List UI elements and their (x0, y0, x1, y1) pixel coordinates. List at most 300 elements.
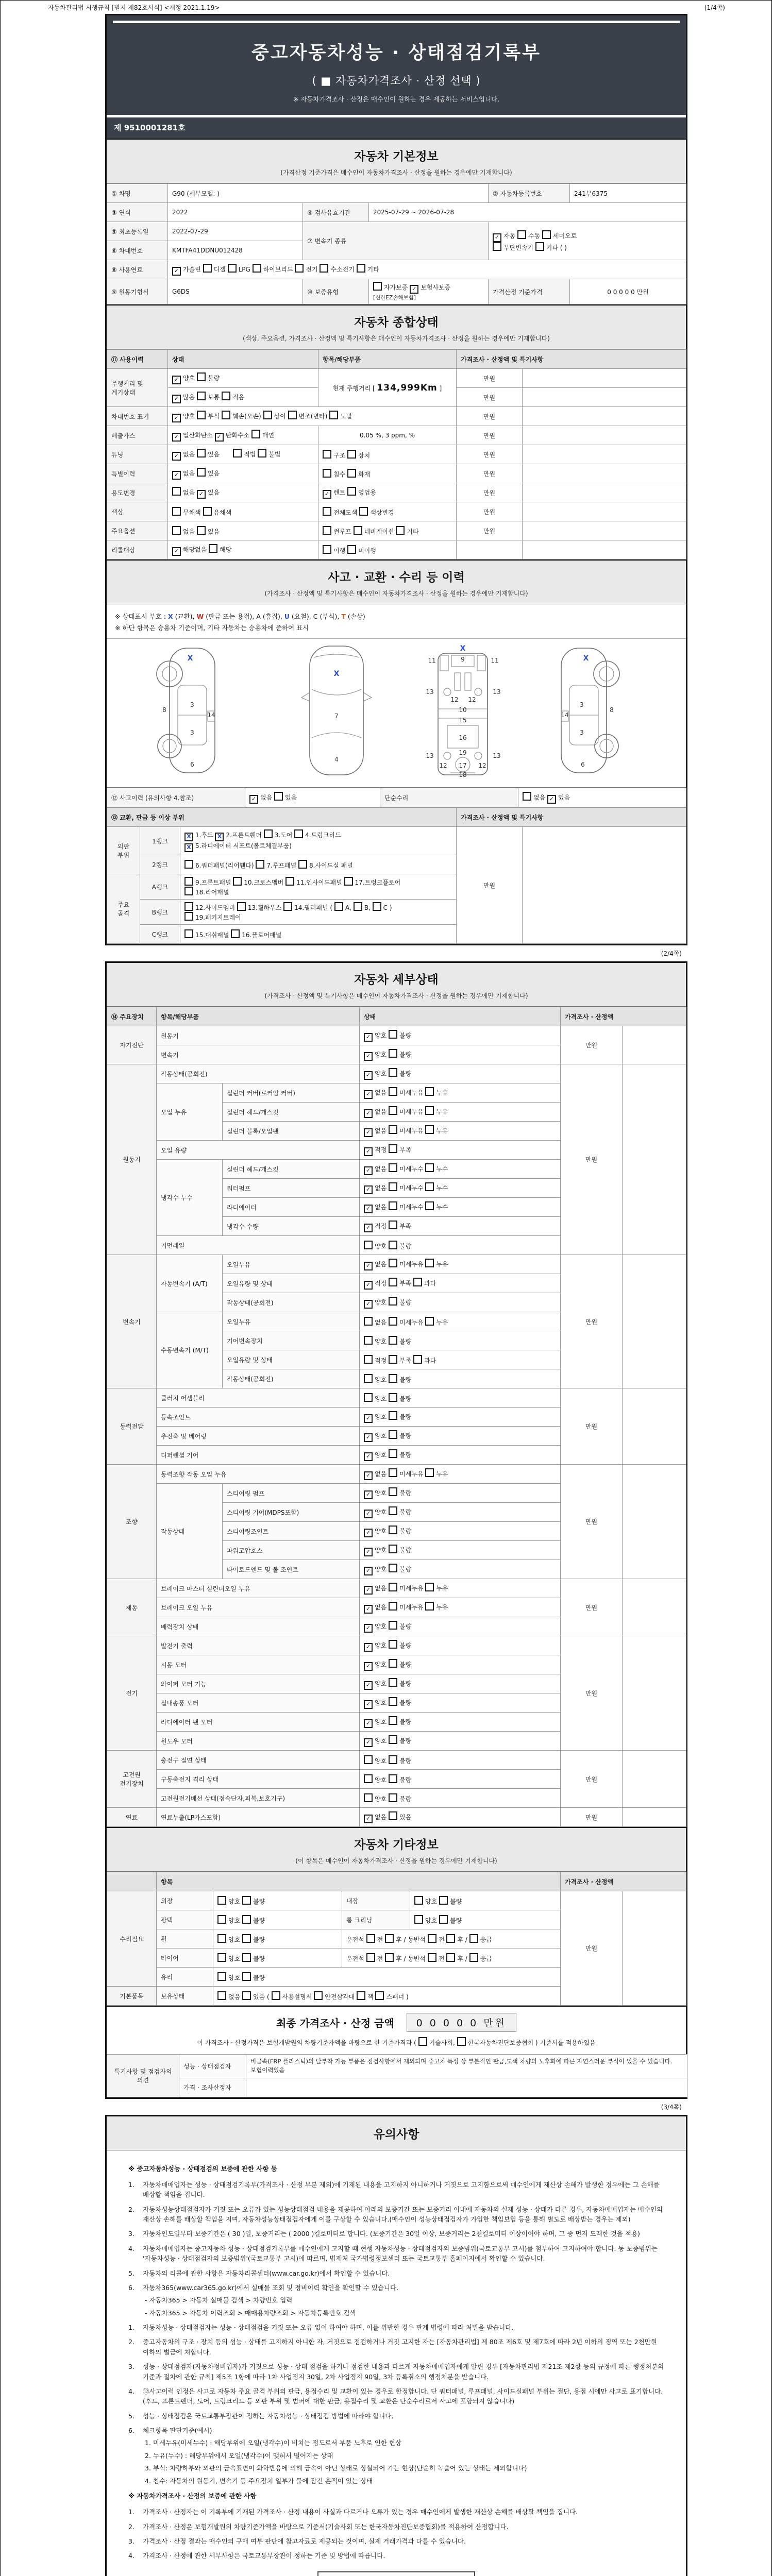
checkbox-empty[interactable] (184, 877, 193, 886)
checkbox-checked[interactable] (364, 1128, 373, 1137)
checkbox-empty[interactable] (366, 1934, 375, 1943)
checkbox-empty[interactable] (197, 468, 206, 477)
checkbox-empty[interactable] (385, 1934, 394, 1943)
checkbox-empty[interactable] (294, 829, 303, 838)
checkbox-empty[interactable] (251, 430, 260, 438)
checkbox-empty[interactable] (197, 372, 206, 381)
form-cell: 워터펌프 (223, 1179, 360, 1198)
form-cell: 양호 불량 (360, 1369, 561, 1388)
checkbox-empty[interactable] (364, 1241, 373, 1249)
section-basic-info (107, 139, 686, 183)
checkbox-checked[interactable] (364, 1738, 373, 1747)
checkbox-checked[interactable] (364, 1643, 373, 1652)
checkbox-empty[interactable] (354, 902, 362, 911)
checkbox-checked[interactable] (172, 414, 181, 422)
checkbox-empty[interactable] (389, 1564, 397, 1572)
checkbox-empty[interactable] (389, 1506, 397, 1515)
checkbox-empty[interactable] (357, 1991, 365, 2000)
checkbox-empty[interactable] (542, 230, 551, 239)
notice-item (128, 2180, 664, 2200)
checkbox-empty[interactable] (425, 1106, 434, 1115)
checkbox-empty[interactable] (217, 1953, 226, 1962)
checkbox-empty[interactable] (418, 2037, 427, 2046)
form-cell: 2022 (168, 203, 303, 222)
checkbox-empty[interactable] (354, 526, 362, 535)
checkbox-empty[interactable] (389, 1374, 397, 1383)
notice-item (128, 2551, 664, 2561)
checkbox-checked[interactable] (249, 795, 258, 804)
checkbox-empty[interactable] (184, 902, 193, 911)
notice-sub-item: - 자동차365 > 자동차 실매물 검색 > 차량번호 입력 (145, 2296, 293, 2304)
checkbox-empty[interactable] (217, 1991, 226, 2000)
checkbox-empty[interactable] (253, 264, 261, 273)
checkbox-empty[interactable] (389, 1355, 397, 1364)
checkbox-empty[interactable] (274, 792, 283, 801)
checkbox-checked[interactable] (364, 1205, 373, 1213)
checkbox-empty[interactable] (231, 929, 240, 938)
checkbox-checked[interactable] (364, 1490, 373, 1499)
checkbox-empty[interactable] (288, 411, 297, 419)
checkbox-checked[interactable] (364, 1452, 373, 1461)
form-cell: 만원 (561, 1064, 623, 1255)
checkbox-checked[interactable] (364, 1681, 373, 1690)
checkbox-empty[interactable] (389, 1297, 397, 1306)
notice-title: 유의사항 (373, 2127, 419, 2141)
checkbox-empty[interactable] (203, 264, 212, 273)
checkbox-checked[interactable] (364, 1433, 373, 1442)
form-cell: ✓ 없음 미세누유 누유 (360, 1255, 561, 1274)
checkbox-empty[interactable] (242, 1953, 251, 1962)
checkbox-checked[interactable] (364, 1471, 373, 1480)
form-cell: ⑤ 최초등록일 (107, 222, 168, 241)
checkbox-empty[interactable] (172, 526, 181, 535)
checkbox-empty[interactable] (389, 1106, 397, 1115)
checkbox-empty[interactable] (285, 877, 294, 886)
checkbox-empty[interactable] (347, 469, 356, 478)
checkbox-empty[interactable] (457, 2037, 466, 2046)
checkbox-empty[interactable] (389, 1811, 397, 1820)
checkbox-empty[interactable] (469, 1953, 478, 1962)
form-cell: X1.후드 X2.프론트휀더 3.도어 4.트렁크리드 X5.라디에이터 서포트(볼트체결부품) (180, 827, 457, 855)
checkbox-empty[interactable] (184, 860, 193, 869)
checkbox-empty[interactable] (425, 1602, 434, 1611)
checkbox-empty[interactable] (385, 1953, 394, 1962)
panel-number: 8 (610, 706, 614, 714)
checkbox-checked[interactable] (364, 1529, 373, 1537)
form-cell: 썬루프 네비게이션 기타 (318, 521, 457, 540)
checkbox-checked[interactable] (364, 1414, 373, 1423)
form-cell: 오일유량 및 상태 (223, 1274, 360, 1293)
form-cell: 전기 (107, 1636, 157, 1751)
checkbox-empty[interactable] (364, 1336, 373, 1345)
checkbox-empty[interactable] (439, 1915, 448, 1924)
checkbox-empty[interactable] (425, 1087, 434, 1096)
checkbox-empty[interactable] (256, 860, 264, 869)
checkbox-checked[interactable] (364, 1033, 373, 1042)
checkbox-empty[interactable] (217, 1972, 226, 1981)
checkbox-empty[interactable] (217, 1934, 226, 1943)
checkbox-empty[interactable] (364, 1393, 373, 1402)
checkbox-checked[interactable] (197, 490, 206, 499)
legend-part: A (256, 613, 261, 620)
checkbox-empty[interactable] (389, 1716, 397, 1725)
checkbox-empty[interactable] (389, 1430, 397, 1439)
form-cell: 항목/해당부품 (318, 350, 457, 369)
form-cell: 와이퍼 모터 기능 (157, 1674, 360, 1693)
notice-item (128, 2386, 664, 2406)
checkbox-empty[interactable] (389, 1526, 397, 1534)
checkbox-empty[interactable] (389, 1163, 397, 1172)
form-cell (523, 369, 686, 388)
checkbox-empty[interactable] (209, 544, 217, 553)
form-cell: 가격조사 · 산정액 및 특기사항 (457, 808, 686, 827)
checkbox-empty[interactable] (389, 1602, 397, 1611)
checkbox-empty[interactable] (233, 449, 242, 457)
checkbox-empty[interactable] (389, 1278, 397, 1286)
checkbox-checked[interactable] (364, 1224, 373, 1232)
checkbox-empty[interactable] (366, 1953, 375, 1962)
form-cell: 오일누유 (223, 1312, 360, 1331)
checkbox-checked[interactable] (215, 433, 224, 442)
form-cell: ✓ 양호 불량 (360, 1446, 561, 1465)
checkbox-checked[interactable] (172, 452, 181, 461)
checkbox-checked[interactable] (364, 1262, 373, 1270)
panel-number: 13 (493, 752, 501, 759)
checkbox-empty[interactable] (425, 1468, 434, 1477)
checkbox-empty[interactable] (320, 264, 328, 273)
form-cell: KMTFA41DDNU012428 (168, 241, 303, 260)
checkbox-empty[interactable] (389, 1678, 397, 1687)
notice-item-text: 자동차의 리콜에 관한 사항은 자동차리콜센터(www.car.go.kr)에서 확인할 수 있습니다. (143, 2269, 390, 2277)
checkbox-empty[interactable] (357, 264, 365, 273)
checkbox-empty[interactable] (373, 282, 382, 291)
checkbox-empty[interactable] (389, 1468, 397, 1477)
checkbox-checked[interactable] (172, 471, 181, 480)
form-cell (523, 827, 686, 944)
checkbox-empty[interactable] (258, 449, 266, 457)
panel-number: 9 (461, 656, 465, 663)
checkbox-empty[interactable] (523, 792, 531, 801)
checkbox-empty[interactable] (389, 1487, 397, 1496)
checkbox-empty[interactable] (469, 1934, 478, 1943)
checkbox-checked[interactable] (364, 1586, 373, 1595)
form-cell: ✓ 일산화탄소 ✓탄화수소 매연 (168, 426, 318, 445)
checkbox-empty[interactable] (517, 230, 526, 239)
form-cell: ✓자동 수동 세미오토 무단변속기 기타 ( ) (489, 222, 686, 260)
exchange-panel-table (107, 807, 686, 944)
checkbox-empty[interactable] (389, 1697, 397, 1706)
checkbox-empty[interactable] (414, 1915, 423, 1924)
accident-note2: ※ 하단 항목은 승용차 기준이며, 기타 자동차는 승용차에 준하여 표시 (115, 624, 309, 632)
checkbox-empty[interactable] (242, 1991, 251, 2000)
checkbox-checked[interactable] (172, 267, 181, 276)
checkbox-empty[interactable] (375, 1991, 384, 2000)
notice-item-text: 성능 · 상태점검자(자동차정비업자)가 거짓으로 성능 · 상태 점검을 하거나 점검한 내용과 다르게 자동차매매업자에게 알린 경우 [자동차관리법 제21조 제2항 등의 규정에 따른 행정처분의 기준과 절차에 관한 규칙] 제5조 1항에 따라 1차 사업정지 30일, 2차 사업정지 90일, 3차 등록취소의 행정처분을 받습니다. (143, 2363, 664, 2381)
checkbox-empty[interactable] (197, 392, 206, 400)
checkbox-empty[interactable] (283, 902, 292, 911)
form-cell: 실린더 블록/오일팬 (223, 1122, 360, 1141)
form-cell: 라디에이터 (223, 1198, 360, 1217)
checkbox-empty[interactable] (242, 1972, 251, 1981)
form-cell: 만원 (457, 521, 523, 540)
price-info-box (128, 2571, 664, 2576)
checkbox-checked[interactable] (323, 490, 331, 499)
checkbox-empty[interactable] (172, 507, 181, 516)
notice-list-3 (128, 2507, 664, 2561)
checkbox-empty[interactable] (439, 1896, 448, 1905)
form-cell: ✓ 없음 미세누유 누유 (360, 1579, 561, 1598)
form-cell: 적정 부족 과다 (360, 1350, 561, 1369)
checkbox-empty[interactable] (314, 1991, 323, 2000)
checkbox-checked[interactable] (364, 1090, 373, 1099)
checkbox-checked[interactable] (172, 395, 181, 403)
checkbox-empty[interactable] (364, 1355, 373, 1364)
checkbox-empty[interactable] (203, 507, 212, 516)
section-overall-title: 자동차 종합상태 (354, 316, 439, 329)
form-cell (623, 1891, 686, 2006)
checkbox-empty[interactable] (389, 1621, 397, 1630)
checkbox-checked[interactable] (364, 1662, 373, 1671)
checkbox-empty[interactable] (364, 1317, 373, 1326)
form-cell: 리콜대상 (107, 540, 168, 560)
checkbox-empty[interactable] (184, 912, 193, 921)
checkbox-empty[interactable] (493, 242, 501, 251)
checkbox-empty[interactable] (389, 1793, 397, 1802)
section-etc-title: 자동차 기타정보 (354, 1838, 439, 1852)
checkbox-empty[interactable] (264, 829, 273, 838)
form-cell: ✓ 적정 부족 (360, 1217, 561, 1236)
checkbox-empty[interactable] (323, 469, 331, 478)
checkbox-empty[interactable] (413, 1278, 422, 1286)
checkbox-checked[interactable] (364, 1605, 373, 1614)
checkbox-empty[interactable] (237, 902, 246, 911)
form-cell: 자동변속기 (A/T) (157, 1255, 223, 1312)
checkbox-empty[interactable] (389, 1659, 397, 1668)
checkbox-empty[interactable] (347, 545, 356, 554)
notice-item (128, 2507, 664, 2517)
checkbox-empty[interactable] (263, 411, 272, 419)
checkbox-empty[interactable] (344, 877, 353, 886)
checkbox-empty[interactable] (389, 1125, 397, 1134)
checkbox-empty[interactable] (295, 264, 304, 273)
checkbox-empty[interactable] (428, 1953, 436, 1962)
checkbox-checked[interactable] (364, 1109, 373, 1118)
checkbox-checked[interactable] (364, 1719, 373, 1728)
form-cell: 양호 불량 (410, 1910, 561, 1929)
checkbox-empty[interactable] (389, 1545, 397, 1553)
checkbox-empty[interactable] (197, 449, 206, 457)
checkbox-checked[interactable] (410, 285, 418, 294)
form-cell: ✓ 양호 불량 (360, 1541, 561, 1560)
checkbox-empty[interactable] (197, 411, 206, 419)
checkbox-checked[interactable] (172, 433, 181, 442)
checkbox-empty[interactable] (323, 545, 331, 554)
checkbox-checked[interactable] (172, 376, 181, 384)
panel-number: 6 (581, 761, 585, 768)
checkbox-empty[interactable] (228, 264, 237, 273)
checkbox-empty[interactable] (425, 1317, 434, 1326)
form-cell: ✓ 양호 불량 (360, 1655, 561, 1674)
checkbox-checked[interactable] (364, 1624, 373, 1633)
form-cell: ① 차명 (107, 184, 168, 203)
checkbox-x-marked[interactable] (215, 833, 224, 841)
checkbox-empty[interactable] (446, 1934, 455, 1943)
checkbox-checked[interactable] (172, 547, 181, 556)
panel-number: 17 (459, 762, 467, 769)
form-cell: 만원 (561, 1808, 623, 1827)
form-cell: ⑥ 차대번호 (107, 241, 168, 260)
checkbox-empty[interactable] (389, 1755, 397, 1764)
checkbox-empty[interactable] (347, 487, 356, 496)
checkbox-checked[interactable] (364, 1052, 373, 1061)
checkbox-empty[interactable] (428, 1934, 436, 1943)
checkbox-empty[interactable] (389, 1449, 397, 1458)
checkbox-empty[interactable] (425, 1583, 434, 1591)
checkbox-empty[interactable] (389, 1087, 397, 1096)
document-number: 제 9510001281호 (107, 115, 686, 139)
checkbox-empty[interactable] (425, 1163, 434, 1172)
checkbox-empty[interactable] (389, 1241, 397, 1249)
checkbox-checked[interactable] (364, 1815, 373, 1823)
checkbox-empty[interactable] (389, 1259, 397, 1267)
checkbox-empty[interactable] (364, 1793, 373, 1802)
checkbox-empty[interactable] (364, 1774, 373, 1783)
checkbox-empty[interactable] (389, 1201, 397, 1210)
checkbox-empty[interactable] (242, 1896, 251, 1905)
checkbox-empty[interactable] (364, 1374, 373, 1383)
checkbox-empty[interactable] (222, 392, 230, 400)
form-cell: 광택 (157, 1910, 213, 1929)
checkbox-empty[interactable] (329, 411, 338, 419)
checkbox-empty[interactable] (217, 1896, 226, 1905)
checkbox-empty[interactable] (184, 887, 193, 895)
notice-item-number: 3. (128, 2230, 135, 2238)
checkbox-empty[interactable] (389, 1030, 397, 1039)
checkbox-empty[interactable] (413, 1355, 422, 1364)
checkbox-empty[interactable] (359, 507, 368, 516)
checkbox-empty[interactable] (242, 1934, 251, 1943)
checkbox-empty[interactable] (347, 450, 356, 459)
form-cell: ✓ 양호 불량 (360, 1293, 561, 1312)
form-cell: 실린더 커버(로커암 커버) (223, 1083, 360, 1103)
checkbox-empty[interactable] (222, 411, 230, 419)
checkbox-empty[interactable] (334, 902, 343, 911)
checkbox-checked[interactable] (364, 1185, 373, 1194)
checkbox-empty[interactable] (389, 1221, 397, 1229)
form-cell: ② 자동차등록번호 (489, 184, 570, 203)
checkbox-empty[interactable] (389, 1411, 397, 1420)
legend-part: W (196, 613, 204, 620)
form-cell: 가격 · 조사산정자 (179, 2078, 246, 2097)
form-cell: 만원 (561, 1891, 623, 2006)
checkbox-checked[interactable] (364, 1510, 373, 1518)
checkbox-empty[interactable] (197, 526, 206, 535)
checkbox-empty[interactable] (389, 1393, 397, 1402)
checkbox-empty[interactable] (389, 1583, 397, 1591)
form-cell: 구조 장치 (318, 445, 457, 464)
checkbox-empty[interactable] (425, 1259, 434, 1267)
checkbox-empty[interactable] (373, 902, 381, 911)
notice-item-number: 3. (128, 2363, 135, 2371)
checkbox-empty[interactable] (323, 507, 331, 516)
panel-number: 13 (426, 688, 434, 696)
checkbox-empty[interactable] (323, 450, 331, 459)
form-cell: 양호 불량 (360, 1770, 561, 1789)
form-cell: 오일유량 및 상태 (223, 1350, 360, 1369)
form-cell: 가격산정 기준가격 (489, 279, 570, 304)
form-cell: 오일누유 (223, 1255, 360, 1274)
checkbox-empty[interactable] (272, 1991, 280, 2000)
checkbox-empty[interactable] (446, 1953, 455, 1962)
checkbox-empty[interactable] (389, 1068, 397, 1077)
checkbox-empty[interactable] (389, 1640, 397, 1649)
form-cell: ⑦ 변속기 종류 (303, 222, 489, 260)
checkbox-empty[interactable] (389, 1735, 397, 1744)
form-cell: 내장 (342, 1891, 410, 1910)
notice-item (128, 2205, 664, 2225)
form-cell: ✓ 없음 미세누수 누수 (360, 1160, 561, 1179)
checkbox-empty[interactable] (389, 1774, 397, 1783)
checkbox-empty[interactable] (425, 1201, 434, 1210)
form-cell: 주요 골격 (107, 874, 140, 944)
checkbox-empty[interactable] (184, 929, 193, 938)
checkbox-checked[interactable] (493, 233, 501, 242)
checkbox-empty[interactable] (389, 1336, 397, 1345)
checkbox-empty[interactable] (414, 1896, 423, 1905)
checkbox-empty[interactable] (172, 487, 181, 496)
checkbox-empty[interactable] (242, 1915, 251, 1924)
checkbox-x-marked[interactable] (184, 843, 193, 852)
checkbox-x-marked[interactable] (184, 833, 193, 841)
form-cell: 충전구 절연 상태 (157, 1751, 360, 1770)
form-cell: B랭크 (140, 900, 180, 925)
checkbox-checked[interactable] (547, 795, 556, 804)
checkbox-empty[interactable] (396, 526, 405, 535)
checkbox-checked[interactable] (364, 1300, 373, 1309)
form-cell: 양호 불량 (410, 1891, 561, 1910)
checkbox-empty[interactable] (364, 1755, 373, 1764)
checkbox-checked[interactable] (364, 1071, 373, 1080)
form-cell: 클러치 어셈블리 (157, 1388, 360, 1408)
form-cell: 상태 (360, 1007, 561, 1026)
checkbox-empty[interactable] (217, 1915, 226, 1924)
form-cell: ✓ 없음 있음 (168, 464, 318, 483)
checkbox-checked[interactable] (364, 1548, 373, 1556)
notice-item-text: 자동차성능상태점검자가 거짓 또는 오류가 있는 성능상태점검 내용을 제공하여 아래의 보증기간 또는 보증거리 이내에 자동차의 실제 성능 · 상태가 다른 경우, 자동차매매업자는 매수인의 재산상 손해를 배상할 책임을 지며, 자동차성능상태점검자에게 이를 구상할 수 있습니다.(매수인이 성능상태점검자가 가입한 책임보험 등을 통해 별도로 배상받는 경우는 제외) (143, 2205, 663, 2223)
checkbox-empty[interactable] (233, 877, 242, 886)
checkbox-empty[interactable] (389, 1144, 397, 1153)
checkbox-empty[interactable] (425, 1125, 434, 1134)
checkbox-checked[interactable] (364, 1147, 373, 1156)
checkbox-empty[interactable] (425, 1182, 434, 1191)
checkbox-checked[interactable] (364, 1700, 373, 1709)
checkbox-checked[interactable] (364, 1567, 373, 1575)
checkbox-empty[interactable] (389, 1182, 397, 1191)
checkbox-empty[interactable] (535, 242, 544, 251)
checkbox-empty[interactable] (298, 860, 307, 869)
checkbox-empty[interactable] (323, 526, 331, 535)
form-cell: 가격조사 · 산정액 (561, 1872, 686, 1891)
form-cell: 항목/해당부품 (157, 1007, 360, 1026)
checkbox-empty[interactable] (389, 1317, 397, 1326)
checkbox-empty[interactable] (389, 1049, 397, 1058)
form-cell: 타이로드엔드 및 볼 조인트 (223, 1560, 360, 1579)
final-price-amount: 0 0 0 0 0 만원 (407, 2013, 516, 2032)
checkbox-checked[interactable] (364, 1166, 373, 1175)
checkbox-checked[interactable] (364, 1281, 373, 1290)
notice-item-text: 가격조사 · 산정은 보험개발원의 차량기준가액을 바탕으로 기준서(기술사회 또는 한국자동차진단보증협회)를 적용하여 산정합니다. (143, 2522, 509, 2531)
form-cell: ✓ 양호 불량 (360, 1713, 561, 1732)
